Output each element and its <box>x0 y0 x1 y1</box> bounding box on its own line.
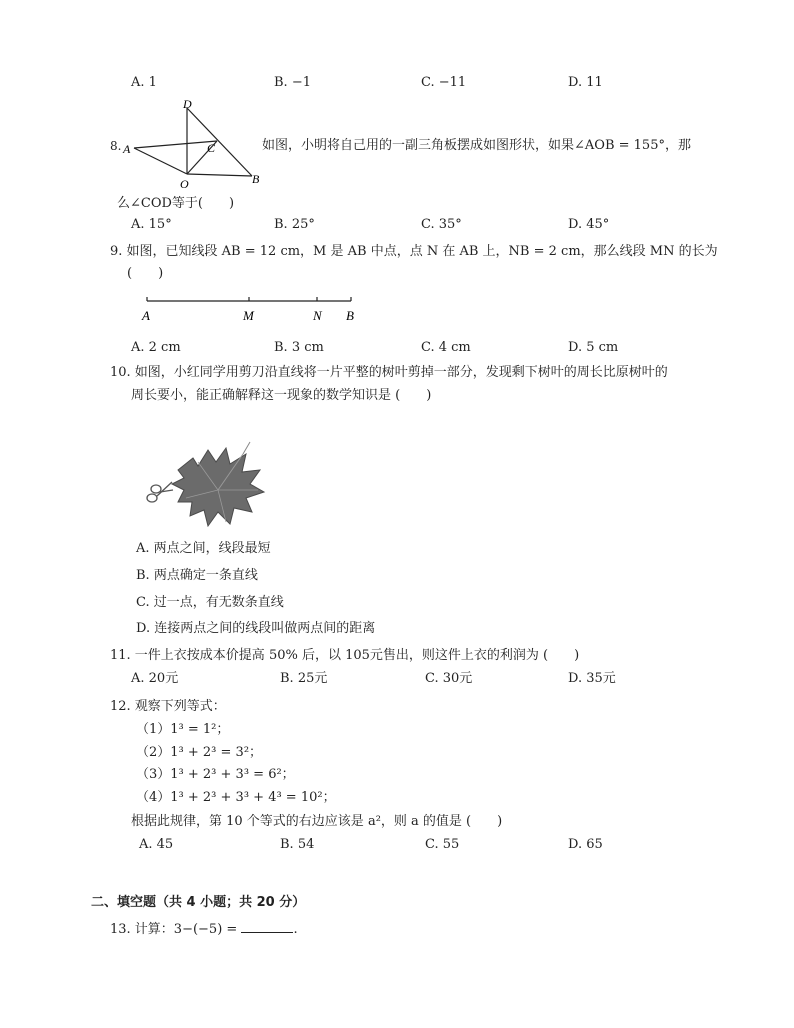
q12-equation-2: （2）1³ + 2³ = 3²； <box>136 745 263 760</box>
q11-option-d: D. 35元 <box>568 671 616 686</box>
q11-question: 11. 一件上衣按成本价提高 50% 后，以 105元售出，则这件上衣的利润为 ( ) <box>110 648 580 663</box>
q12-option-b: B. 54 <box>280 837 315 852</box>
q12-question: 12. 观察下列等式： <box>110 699 226 714</box>
q8-label-o: O <box>180 177 189 191</box>
q9-question-line1: 9. 如图，已知线段 AB = 12 cm，M 是 AB 中点，点 N 在 AB 上，NB = 2 cm，那么线段 MN 的长为 <box>110 244 718 259</box>
section-title-fill-in: 二、填空题（共 4 小题；共 20 分） <box>91 895 306 910</box>
q11-option-b: B. 25元 <box>280 671 328 686</box>
q8-label-b: B <box>252 172 260 186</box>
q13-text: 13. 计算：3−(−5) = <box>110 922 242 937</box>
q10-option-d: D. 连接两点之间的线段叫做两点间的距离 <box>136 621 376 636</box>
q13-answer-blank[interactable] <box>241 920 293 933</box>
q8-question-line2: 么∠COD等于( ) <box>117 196 235 211</box>
q12-option-c: C. 55 <box>425 837 460 852</box>
q7-option-a: A. 1 <box>131 75 157 90</box>
q8-question-line1: 如图，小明将自己用的一副三角板摆成如图形状，如果∠AOB = 155°，那 <box>262 138 691 153</box>
q9-label-m: M <box>243 308 254 323</box>
q12-option-d: D. 65 <box>568 837 603 852</box>
q10-question-line1: 10. 如图，小红同学用剪刀沿直线将一片平整的树叶剪掉一部分，发现剩下树叶的周长比原树叶的 <box>110 365 668 380</box>
q8-option-c: C. 35° <box>421 217 462 232</box>
q8-label-d: D <box>183 97 192 111</box>
q7-option-c: C. −11 <box>421 75 467 90</box>
q10-question-line2: 周长要小，能正确解释这一现象的数学知识是 ( ) <box>131 388 432 403</box>
q12-equation-3: （3）1³ + 2³ + 3³ = 6²； <box>136 767 295 782</box>
q9-label-n: N <box>313 308 322 323</box>
q12-equation-1: （1）1³ = 1²； <box>136 722 230 737</box>
q10-option-b: B. 两点确定一条直线 <box>136 568 258 583</box>
q7-option-b: B. −1 <box>274 75 311 90</box>
q8-option-a: A. 15° <box>131 217 172 232</box>
q12-option-a: A. 45 <box>139 837 174 852</box>
q8-number: 8. <box>110 139 122 153</box>
q8-option-d: D. 45° <box>568 217 610 232</box>
q9-option-c: C. 4 cm <box>421 340 471 355</box>
q10-option-a: A. 两点之间，线段最短 <box>136 541 271 556</box>
q11-option-a: A. 20元 <box>131 671 179 686</box>
q9-option-a: A. 2 cm <box>131 340 181 355</box>
q12-rule: 根据此规律，第 10 个等式的右边应该是 a²，则 a 的值是 ( ) <box>131 814 503 829</box>
leaf-scissors-image <box>138 440 273 530</box>
q13-question <box>110 920 298 936</box>
leaf-icon <box>172 442 264 526</box>
q7-option-d: D. 11 <box>568 75 603 90</box>
q9-option-b: B. 3 cm <box>274 340 324 355</box>
q10-option-c: C. 过一点，有无数条直线 <box>136 595 284 610</box>
q9-label-b: B <box>346 308 354 323</box>
q13-tail: . <box>293 922 298 937</box>
q8-label-a: A <box>123 142 131 156</box>
q9-question-line2: ( ) <box>127 266 164 281</box>
q8-triangle-figure <box>120 96 265 192</box>
q9-label-a: A <box>142 308 150 323</box>
q12-equation-4: （4）1³ + 2³ + 3³ + 4³ = 10²； <box>136 790 336 805</box>
q8-option-b: B. 25° <box>274 217 315 232</box>
q9-option-d: D. 5 cm <box>568 340 619 355</box>
q11-option-c: C. 30元 <box>425 671 473 686</box>
scissors-icon <box>147 482 173 502</box>
q9-segment-figure <box>136 292 366 328</box>
q8-label-c: C <box>207 141 216 155</box>
